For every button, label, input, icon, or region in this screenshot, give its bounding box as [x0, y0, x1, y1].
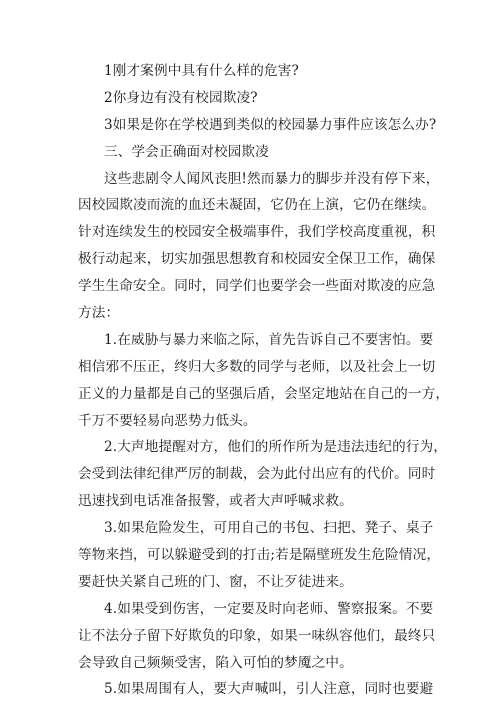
section-heading: 三、学会正确面对校园欺凌 [104, 143, 269, 160]
method-2-line: 迅速找到电话准备报警，或者大声呼喊求救。 [78, 493, 353, 510]
method-2-line: 会受到法律纪律严厉的制裁，会为此付出应有的代价。同时 [78, 466, 436, 483]
intro-line: 因校园欺凌而流的血还未凝固，它仍在上演，它仍在继续。 [78, 197, 436, 214]
intro-line: 方法： [78, 305, 120, 322]
document-body [78, 58, 450, 703]
method-3-line: 要赶快关紧自己班的门、窗，不让歹徒进来。 [78, 573, 353, 590]
question-1: 1刚才案例中具有什么样的危害? [104, 63, 299, 79]
intro-line: 极行动起来，切实加强思想教育和校园安全保卫工作，确保 [78, 251, 436, 268]
method-4-line: 让不法分子留下好欺负的印象，如果一味纵容他们，最终只 [78, 627, 436, 644]
method-1-line: 千万不要轻易向恶势力低头。 [78, 412, 257, 429]
method-1-line: 正义的力量都是自己的坚强后盾，会坚定地站在自己的一方， [78, 385, 450, 402]
method-2-line: 2.大声地提醒对方，他们的所作所为是违法违纪的行为， [104, 439, 448, 456]
question-3: 3如果是你在学校遇到类似的校园暴力事件应该怎么办? [104, 116, 437, 133]
method-1-line: 1.在威胁与暴力来临之际，首先告诉自己不要害怕。要 [104, 331, 434, 348]
method-3-line: 3.如果危险发生，可用自己的书包、扫把、凳子、桌子 [104, 520, 434, 537]
method-4-line: 会导致自己频频受害，陷入可怕的梦魇之中。 [78, 654, 353, 671]
intro-line: 这些悲剧令人闻风丧胆!然而暴力的脚步并没有停下来， [104, 170, 440, 187]
method-4-line: 4.如果受到伤害，一定要及时向老师、警察报案。不要 [104, 600, 434, 617]
intro-line: 针对连续发生的校园安全极端事件，我们学校高度重视，积 [78, 224, 436, 241]
method-3-line: 等物来挡，可以躲避受到的打击;若是隔壁班发生危险情况， [78, 547, 441, 564]
method-1-line: 相信邪不压正，终归大多数的同学与老师，以及社会上一切 [78, 358, 436, 375]
intro-line: 学生生命安全。同时，同学们也要学会一些面对欺凌的应急 [78, 278, 436, 295]
method-5-line: 5.如果周围有人，要大声喊叫，引人注意，同时也要避 [104, 681, 434, 698]
question-2: 2你身边有没有校园欺凌? [104, 89, 258, 106]
